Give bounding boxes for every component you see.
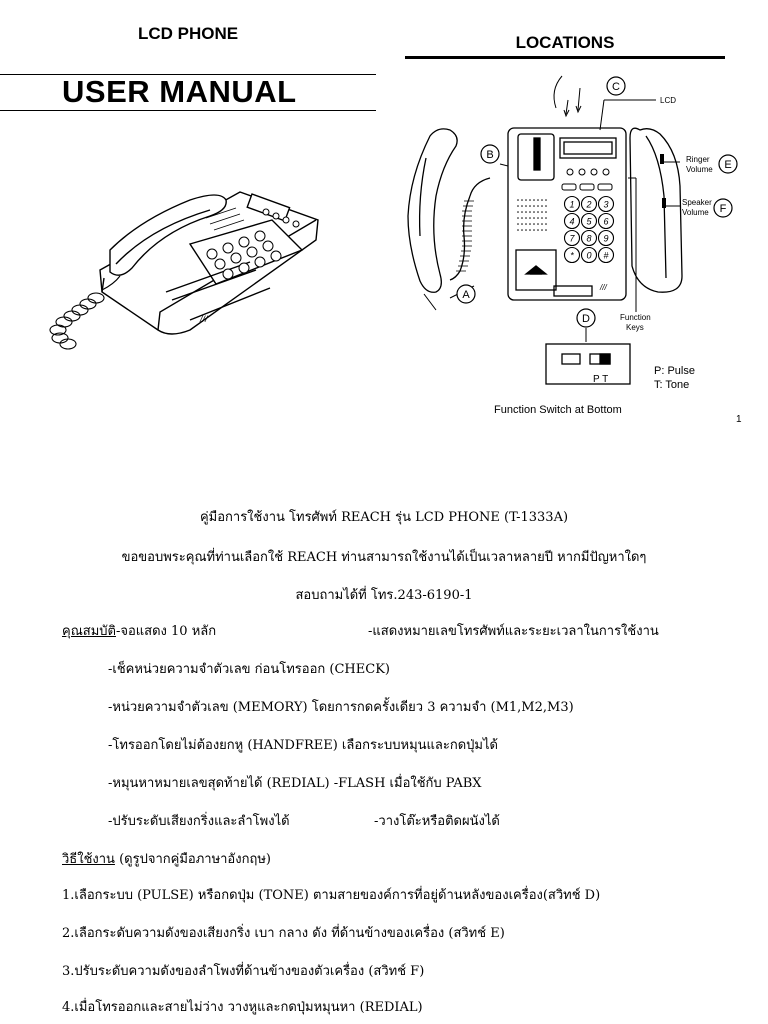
step-3: 3.ปรับระดับความดังของลำโพงที่ด้านข้างของตัวเครื่อง (สวิทช์ F) — [62, 964, 425, 979]
switch-caption: Function Switch at Bottom — [494, 404, 622, 416]
marker-f: F — [719, 203, 727, 215]
base-brand-mark: /// — [600, 283, 607, 292]
feature-4: -หน่วยความจำตัวเลข (MEMORY) โดยการกดครั้งเดียว 3 ความจำ (M1,M2,M3) — [108, 700, 574, 715]
marker-a: A — [462, 289, 470, 301]
function-keys-label: Keys — [626, 323, 644, 332]
features-heading: คุณสมบัติ — [62, 624, 116, 639]
keypad-key-label: 6 — [603, 216, 609, 227]
usage-note: (ดูรูปจากคู่มือภาษาอังกฤษ) — [114, 852, 271, 867]
step-1: 1.เลือกระบบ (PULSE) หรือกดปุ่ม (TONE) ตามสายของค์การที่อยู่ด้านหลังของเครื่อง(สวิทช์ D) — [62, 888, 601, 903]
locations-diagram — [390, 66, 768, 422]
marker-d: D — [582, 313, 590, 325]
keypad-key-label: * — [570, 250, 574, 261]
function-label: Function — [620, 313, 651, 322]
keypad-key-label: # — [603, 250, 609, 261]
phone-illustration — [40, 180, 330, 360]
step-2: 2.เลือกระดับความดังของเสียงกริ่ง เบา กลาง ดัง ที่ด้านข้างของเครื่อง (สวิทช์ E) — [62, 926, 505, 941]
title-rule-bottom — [0, 110, 376, 111]
keypad-key-label: 3 — [603, 199, 609, 210]
marker-b: B — [486, 149, 494, 161]
thai-title: คู่มือการใช้งาน โทรศัพท์ REACH รุ่น LCD PHONE (T-1333A) — [199, 510, 569, 525]
page-number: 1 — [736, 414, 742, 425]
keypad-key-label: 2 — [586, 199, 592, 210]
keypad-key-label: 7 — [569, 233, 575, 244]
features-line-1 — [62, 620, 216, 641]
locations-rule — [405, 56, 725, 59]
speaker-volume-label: Volume — [682, 208, 709, 217]
thai-contact: สอบถามได้ที่ โทร.243-6190-1 — [295, 588, 473, 603]
thai-thanks: ขอขอบพระคุณที่ท่านเลือกใช้ REACH ท่านสามารถใช้งานได้เป็นเวลาหลายปี หากมีปัญหาใดๆ — [121, 550, 647, 565]
keypad-key-label: 9 — [603, 233, 609, 244]
feature-3: -เช็คหน่วยความจำตัวเลข ก่อนโทรออก (CHECK) — [108, 662, 390, 677]
speaker-label: Speaker — [682, 198, 712, 207]
keypad-key-label: 0 — [586, 250, 592, 261]
keypad-key-label: 8 — [586, 233, 592, 244]
tone-legend: T: Tone — [654, 379, 690, 391]
feature-2: -แสดงหมายเลขโทรศัพท์และระยะเวลาในการใช้งาน — [368, 624, 659, 639]
feature-7: -ปรับระดับเสียงกริ่งและลำโพงได้ — [108, 814, 290, 829]
feature-6: -หมุนหาหมายเลขสุดท้ายได้ (REDIAL) -FLASH เมื่อใช้กับ PABX — [108, 776, 482, 791]
switch-letters: P T — [593, 374, 609, 385]
ringer-label: Ringer — [686, 155, 710, 164]
usage-heading-line — [62, 848, 271, 869]
ringer-volume-label: Volume — [686, 165, 713, 174]
keypad-key-label: 1 — [569, 199, 575, 210]
feature-5: -โทรออกโดยไม่ต้องยกหู (HANDFREE) เลือกระบบหมุนและกดปุ่มได้ — [108, 738, 498, 753]
feature-8: -วางโต๊ะหรือติดผนังได้ — [374, 814, 500, 829]
lcd-label: LCD — [660, 96, 677, 105]
feature-1: -จอแสดง 10 หลัก — [115, 624, 217, 639]
step-4: 4.เมื่อโทรออกและสายไม่ว่าง วางหูและกดปุ่มหมุนหา (REDIAL) — [62, 1000, 423, 1015]
locations-heading: LOCATIONS — [515, 33, 615, 52]
marker-e: E — [724, 159, 732, 171]
manual-title: USER MANUAL — [62, 74, 297, 109]
marker-c: C — [612, 81, 620, 93]
pulse-legend: P: Pulse — [654, 365, 695, 377]
keypad-key-label: 5 — [586, 216, 592, 227]
handset-brand-mark: /// — [200, 314, 208, 324]
product-name: LCD PHONE — [137, 24, 239, 43]
keypad-key-label: 4 — [569, 216, 575, 227]
usage-heading: วิธีใช้งาน — [62, 852, 115, 867]
